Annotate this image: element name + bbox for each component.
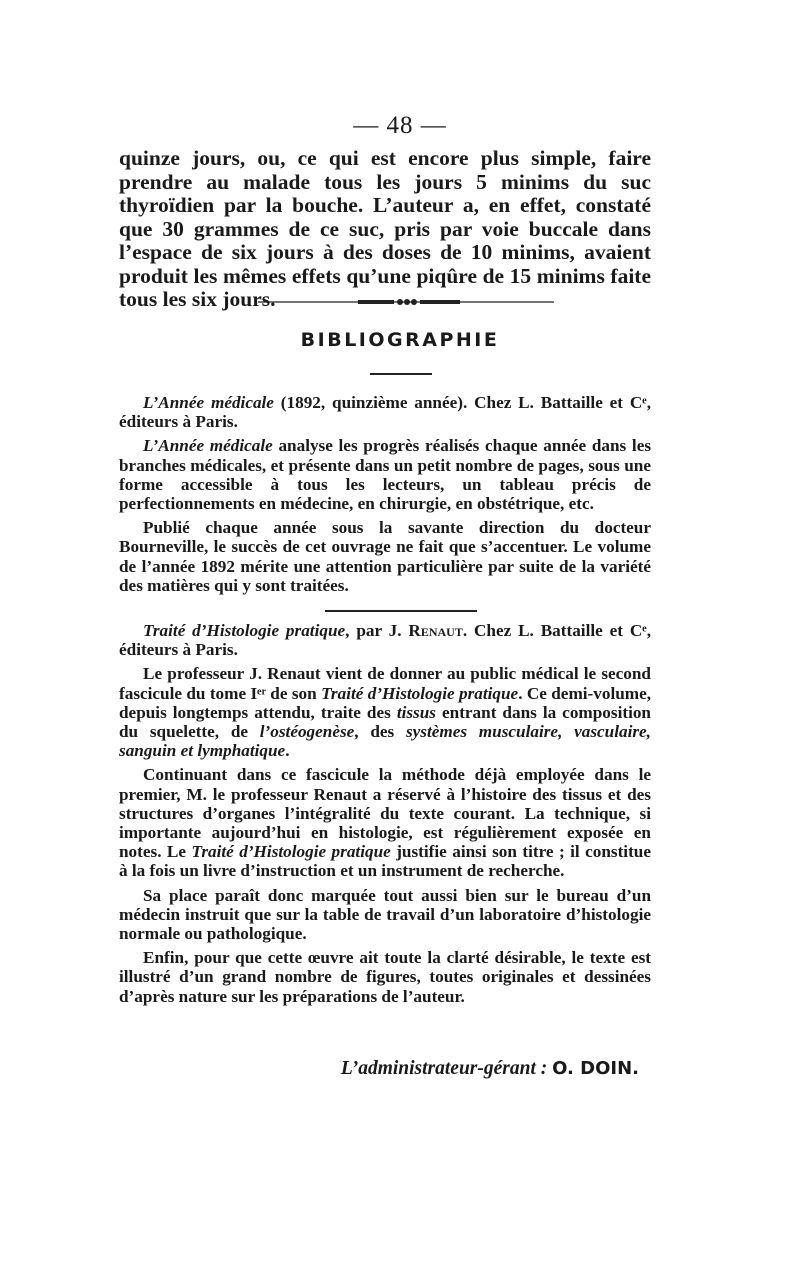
text-run: Continuant dans ce fascicule la méthode déjà employée dans le premier, M. le professeur Renaut a réservé à l’histoire des tissus et des structures d’organes l’intégralité du texte courant. La technique, si importante aujourd’hui en histologie, est régulièrement exposée en notes. Le xyxy=(119,765,651,862)
signature-role: L’administrateur-gérant : xyxy=(340,1058,553,1079)
text-run: , des xyxy=(354,722,406,742)
italic-run: tissus xyxy=(396,702,436,722)
citation-details: . Chez L. Battaille et Cᵉ, éditeurs à Paris. xyxy=(119,621,651,660)
italic-run: systèmes musculaire, vasculaire, sanguin et lymphatique xyxy=(119,722,651,761)
italic-run: Traité d’Histologie pratique xyxy=(321,683,519,703)
citation-title: Traité d’Histologie pratique xyxy=(143,621,346,640)
section-title: BIBLIOGRAPHIE xyxy=(300,329,500,351)
signature-name: O. DOIN. xyxy=(552,1058,639,1079)
bibliography-entry-annee-medicale xyxy=(119,393,651,600)
intro-text: quinze jours, ou, ce qui est encore plus simple, faire prendre au malade tous les jours 5 minims du suc thyroïdien par la bouche. L’auteur a, en effet, constaté que 30 grammes de ce suc, pris par voie buccale dans l’espace de six jours à des doses de 10 minims, avaient produit les mêmes effets qu’une piqûre de 15 minims faite tous les six jours. xyxy=(119,146,651,311)
review-paragraph xyxy=(119,765,651,880)
bibliography-entry-traite-histologie xyxy=(119,621,651,1011)
review-paragraph xyxy=(119,436,651,513)
citation-details: (1892, quinzième année). Chez L. Battaille et Cᵉ, éditeurs à Paris. xyxy=(119,393,651,432)
review-paragraph: Sa place paraît donc marquée tout aussi bien sur le bureau d’un médecin instruit que sur la table de travail d’un laboratoire d’histologie normale ou pathologique. xyxy=(119,885,651,944)
review-paragraph: Publié chaque année sous la savante direction du docteur Bourneville, le succès de cet ouvrage ne fait que s’accentuer. Le volume de l’année 1892 mérite une attention particulière par suite de la variété des matières qui y sont traitées. xyxy=(119,518,651,595)
ornament-divider xyxy=(258,298,554,306)
italic-run: Traité d’Histologie pratique xyxy=(191,842,391,862)
italic-run: l’ostéogenèse xyxy=(259,722,355,742)
heading-rule xyxy=(370,373,432,375)
intro-paragraph xyxy=(119,147,651,312)
text-run: Le professeur J. Renaut vient de donner au public médical le second fascicule du tome Iᵉʳ de son xyxy=(119,664,651,703)
citation xyxy=(119,393,651,431)
page-number: — 48 — xyxy=(353,112,447,139)
text-run: . xyxy=(285,741,290,761)
review-text: analyse les progrès réalisés chaque année dans les branches médicales, et présente dans un petit nombre de pages, sous une forme accessible à tous les lecteurs, un tableau précis de perfectionnements en médecine, en chirurgie, en obstétrique, etc. xyxy=(119,436,652,514)
citation-title: L’Année médicale xyxy=(143,393,274,412)
citation xyxy=(119,621,651,659)
text-run: . Ce demi-volume, depuis longtemps attendu, traite des xyxy=(119,683,652,722)
entry-separator-rule xyxy=(325,610,477,612)
citation-mid: , par J. xyxy=(345,621,409,640)
citation-author: Renaut xyxy=(408,621,463,640)
signature xyxy=(119,1058,639,1080)
text-run: justifie ainsi son titre ; il constitue à la fois un livre d’instruction et un instrument de recherche. xyxy=(119,842,651,881)
review-paragraph: Enfin, pour que cette œuvre ait toute la clarté désirable, le texte est illustré d’un grand nombre de figures, toutes originales et dessinées d’après nature sur les préparations de l’auteur. xyxy=(119,948,651,1006)
review-paragraph xyxy=(119,664,651,760)
text-run: entrant dans la composition du squelette, de xyxy=(119,702,651,742)
review-title: L’Année médicale xyxy=(143,436,273,456)
